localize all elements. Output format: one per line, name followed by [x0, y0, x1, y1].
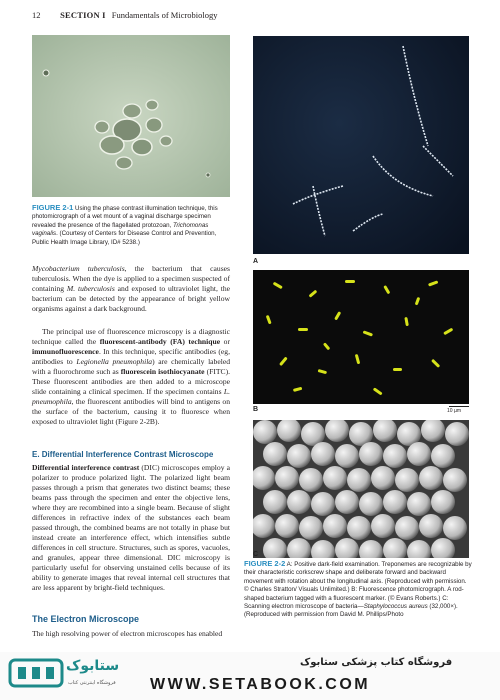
panel-c-label: C [253, 551, 259, 558]
paragraph-tuberculosis: Mycobacterium tuberculosis, the bacterium that causes tuberculosis. When the dye is applied to a specimen suspected of containing M. tuberculosis and exposed to ultraviolet light, the bacterium can be detected by the appearance of bright yellow organisms against a dark background. [32, 264, 230, 313]
running-header [32, 10, 218, 20]
paragraph-electron: The high resolving power of electron microscopes has enabled [32, 629, 223, 638]
figure-2-2a-image [253, 36, 469, 254]
section-title: Fundamentals of Microbiology [111, 10, 218, 20]
logo-subtitle: فروشگاه اینترنتی کتاب [68, 680, 116, 686]
store-name: فروشگاه کتاب پزشکی ستابوک [300, 657, 453, 668]
figure-2-1-caption: FIGURE 2-1 Using the phase contrast illumination technique, this photomicrograph of a wet mount of a vaginal discharge specimen revealed the presence of the flagellated protozoan, Trichomonas vaginalis. (Courtesy of Centers for Disease Control and Prevention, Public Health Image Library, ID# 5238.) [32, 203, 218, 246]
figure-2-2-label: FIGURE 2-2 [244, 559, 286, 568]
figure-2-1-label: FIGURE 2-1 [32, 203, 74, 212]
section-label: SECTION I [60, 10, 106, 20]
scale-bar-label: 10 µm [447, 408, 461, 414]
panel-a-label: A [253, 258, 259, 265]
heading-electron-microscope: The Electron Microscope [32, 614, 140, 624]
page-number: 12 [32, 10, 41, 20]
heading-dic-microscope: E. Differential Interference Contrast Microscope [32, 450, 214, 459]
figure-2-1-image [32, 35, 230, 197]
figure-2-2-caption: FIGURE 2-2 A: Positive dark-field examination. Treponemes are recognizable by their characteristic corkscrew shape and deliberate forward and backward movement with rotation about the longitudinal axis. (Reproduced with permission. © Charles Stratton/ Visuals Unlimited.) B: Fluorescence photomicrograph. A rod-shaped bacterium tagged with a fluorescent marker. (© Evans Roberts.) C: Scanning electron microscope of bacteria—Staphylococcus aureus (32,000×). (Reproduced with permission from David M. Phillips/Photo [244, 559, 472, 619]
website-url[interactable]: WWW.SETABOOK.COM [150, 676, 371, 693]
setabook-logo-icon [8, 656, 66, 690]
scale-bar [449, 406, 469, 407]
figure-2-2b-image [253, 270, 469, 404]
paragraph-dic: Differential interference contrast (DIC) microscopes employ a polarizer to produce polarized light. The polarized light beam passes through a prism that generates two distinct beams; these beams pass through the specimen and enter the objective lens, where they are recombined into a single beam. Because of slight differences in refractive index of the substances each beam passed through, the combined beams are not totally in phase but instead create an interference effect, which intensifies subtle differences in cell structure. Structures, such as spores, vacuoles, and granules, appear three dimensional. DIC microscopy is particularly useful for observing unstained cells because of its ability to generate images that reveal internal cell structures that are less apparent by bright-field techniques. [32, 463, 230, 592]
paragraph-fluorescence: The principal use of fluorescence microscopy is a diagnostic technique called the fluorescent-antibody (FA) technique or immunofluorescence. In this technique, specific antibodies (eg, antibodies to Legionella pneumophila) are chemically labeled with a fluorochrome such as fluorescein isothiocyanate (FITC). These fluorescent antibodies are then added to a microscope slide containing a clinical specimen. If the specimen contains L. pneumophila, the fluorescent antibodies will bind to antigens on the surface of the bacterium, causing it to fluoresce when exposed to ultraviolet light (Figure 2-2B). [32, 327, 231, 426]
logo-text: ستابوک [66, 658, 120, 674]
figure-2-2c-image [253, 420, 469, 558]
panel-b-label: B [253, 406, 259, 413]
